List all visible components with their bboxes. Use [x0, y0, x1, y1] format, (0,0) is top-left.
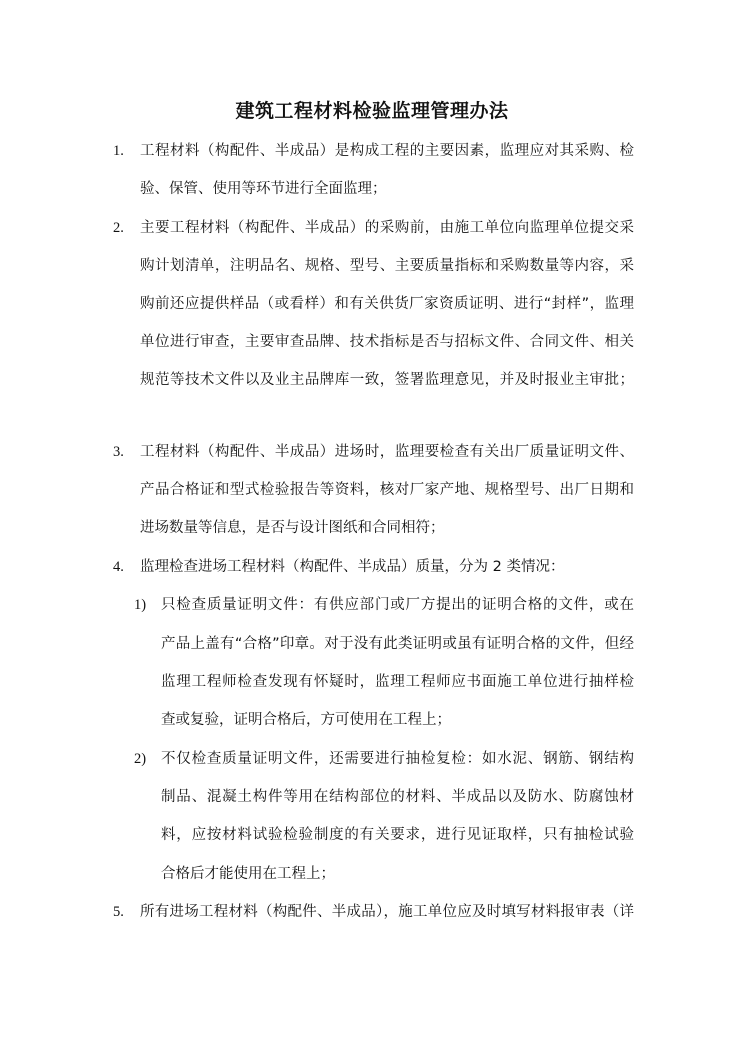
item-1-line-2: 验、保管、使用等环节进行全面监理； [140, 181, 387, 197]
subitem-2-line-3: 料，应按材料试验检验制度的有关要求，进行见证取样，只有抽检试验 [161, 827, 634, 843]
subitem-1-line-4: 查或复验，证明合格后，方可使用在工程上； [161, 712, 451, 728]
item-1-line-1: 工程材料（构配件、半成品）是构成工程的主要因素，监理应对其采购、检 [140, 143, 634, 159]
item-4-line-1: 监理检查进场工程材料（构配件、半成品）质量，分为 2 类情况： [140, 559, 565, 575]
item-4-number: 4. [113, 559, 124, 575]
subitem-1-line-2: 产品上盖有“合格”印章。对于没有此类证明或虽有证明合格的文件，但经 [161, 636, 634, 652]
item-5-line-1: 所有进场工程材料（构配件、半成品），施工单位应及时填写材料报审表（详 [140, 904, 634, 920]
item-2-line-4: 单位进行审查，主要审查品牌、技术指标是否与招标文件、合同文件、相关 [140, 334, 634, 350]
subitem-1-line-1: 只检查质量证明文件：有供应部门或厂方提出的证明合格的文件，或在 [161, 597, 634, 613]
item-3-line-3: 进场数量等信息，是否与设计图纸和合同相符； [140, 520, 445, 536]
item-1-number: 1. [113, 143, 124, 159]
item-3-line-2: 产品合格证和型式检验报告等资料，核对厂家产地、规格型号、出厂日期和 [140, 482, 634, 498]
item-5-number: 5. [113, 904, 124, 920]
item-2-line-5: 规范等技术文件以及业主品牌库一致，签署监理意见，并及时报业主审批； [140, 372, 634, 388]
subitem-2-line-2: 制品、混凝土构件等用在结构部位的材料、半成品以及防水、防腐蚀材 [161, 789, 634, 805]
item-2-line-2: 购计划清单，注明品名、规格、型号、主要质量指标和采购数量等内容，采 [140, 258, 634, 274]
item-3-number: 3. [113, 444, 124, 460]
document-title: 建筑工程材料检验监理管理办法 [235, 100, 509, 122]
subitem-1-line-3: 监理工程师检查发现有怀疑时，监理工程师应书面施工单位进行抽样检 [161, 674, 634, 690]
item-3-line-1: 工程材料（构配件、半成品）进场时，监理要检查有关出厂质量证明文件、 [140, 444, 634, 460]
subitem-1-number: 1) [134, 597, 147, 613]
subitem-2-line-4: 合格后才能使用在工程上； [161, 866, 335, 882]
subitem-2-number: 2) [134, 751, 147, 767]
item-2-number: 2. [113, 220, 124, 236]
item-2-line-1: 主要工程材料（构配件、半成品）的采购前，由施工单位向监理单位提交采 [140, 220, 634, 236]
item-2-line-3: 购前还应提供样品（或看样）和有关供货厂家资质证明、进行“封样”，监理 [140, 296, 634, 312]
subitem-2-line-1: 不仅检查质量证明文件，还需要进行抽检复检：如水泥、钢筋、钢结构 [161, 751, 634, 767]
